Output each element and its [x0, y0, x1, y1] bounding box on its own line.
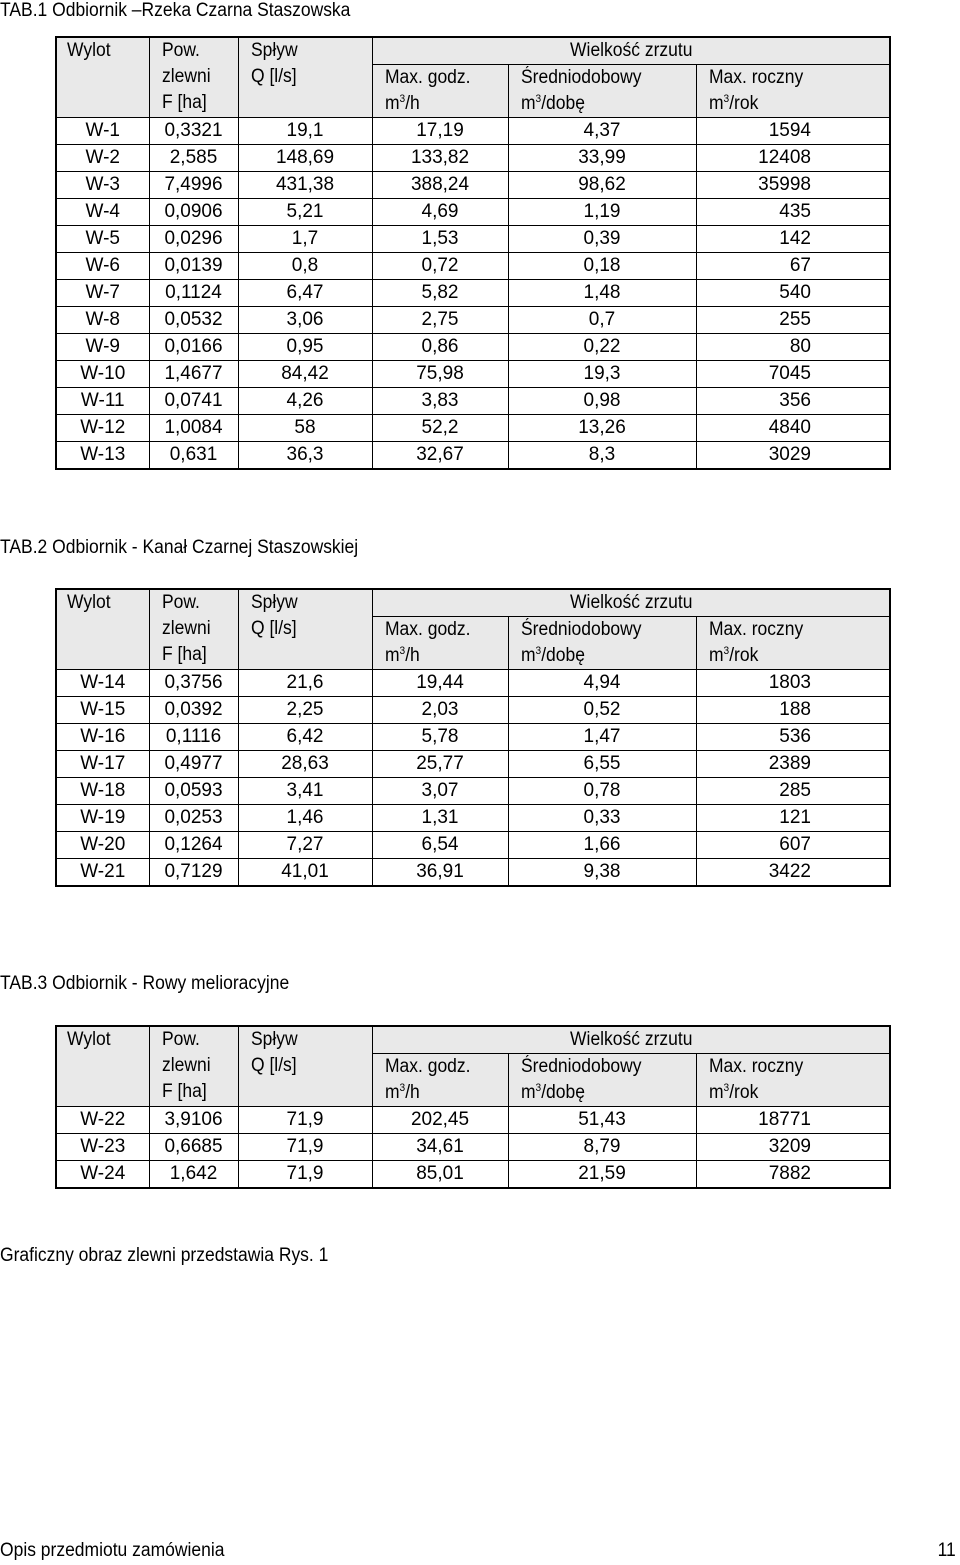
header-splyw	[238, 1026, 372, 1107]
cell-max-yearly: 35998	[696, 172, 890, 199]
cell-daily-avg: 0,22	[508, 334, 696, 361]
header-pow	[149, 37, 238, 118]
table-row	[56, 199, 890, 226]
cell-daily-avg: 1,47	[508, 724, 696, 751]
cell-max-hourly: 19,44	[372, 670, 508, 697]
cell-wylot: W-15	[56, 697, 149, 724]
figure-note: Graficzny obraz zlewni przedstawia Rys. 1	[0, 1245, 329, 1266]
cell-splyw: 84,42	[238, 361, 372, 388]
cell-max-hourly: 202,45	[372, 1107, 508, 1134]
header-pow-line: F [ha]	[161, 92, 207, 113]
unit-suffix: /h	[404, 645, 420, 666]
cell-splyw: 3,06	[238, 307, 372, 334]
cell-max-yearly: 12408	[696, 145, 890, 172]
cell-max-hourly: 1,53	[372, 226, 508, 253]
header-max-hourly-label: Max. godz.	[384, 67, 471, 88]
cell-pow: 0,0253	[149, 805, 238, 832]
header-max-yearly	[696, 1054, 890, 1107]
tab3-table	[55, 1025, 891, 1189]
tab2-caption: TAB.2 Odbiornik - Kanał Czarnej Staszowskiej	[0, 537, 359, 558]
cell-pow: 0,0166	[149, 334, 238, 361]
cell-wylot: W-3	[56, 172, 149, 199]
cell-wylot: W-13	[56, 442, 149, 470]
header-splyw-line: Q [l/s]	[250, 66, 297, 87]
header-wylot	[56, 37, 149, 118]
tab2-table	[55, 588, 891, 887]
unit-base: m	[520, 93, 536, 114]
header-wylot-label: Wylot	[67, 592, 111, 613]
cell-max-yearly: 80	[696, 334, 890, 361]
cell-max-yearly: 285	[696, 778, 890, 805]
cell-wylot: W-22	[56, 1107, 149, 1134]
unit-exponent: 3	[535, 93, 541, 105]
cell-pow: 0,6685	[149, 1134, 238, 1161]
table-row	[56, 307, 890, 334]
header-splyw	[238, 589, 372, 670]
cell-splyw: 71,9	[238, 1107, 372, 1134]
table-row	[56, 361, 890, 388]
header-pow-line: Pow.	[161, 1029, 200, 1050]
cell-daily-avg: 0,98	[508, 388, 696, 415]
header-row	[56, 1026, 890, 1054]
header-wylot	[56, 589, 149, 670]
cell-wylot: W-18	[56, 778, 149, 805]
table-row	[56, 415, 890, 442]
header-max-yearly	[696, 65, 890, 118]
table-row	[56, 280, 890, 307]
table-row	[56, 724, 890, 751]
cell-wylot: W-16	[56, 724, 149, 751]
unit-suffix: /dobę	[540, 93, 585, 114]
table-row	[56, 778, 890, 805]
cell-max-yearly: 7882	[696, 1161, 890, 1189]
cell-pow: 0,1124	[149, 280, 238, 307]
header-group-label: Wielkość zrzutu	[569, 1029, 692, 1050]
header-max-yearly-label: Max. roczny	[708, 1056, 803, 1077]
cell-max-yearly: 255	[696, 307, 890, 334]
cell-max-hourly: 388,24	[372, 172, 508, 199]
header-group	[372, 1026, 890, 1054]
cell-max-yearly: 3422	[696, 859, 890, 887]
cell-wylot: W-9	[56, 334, 149, 361]
header-group-label: Wielkość zrzutu	[569, 592, 692, 613]
cell-max-yearly: 121	[696, 805, 890, 832]
cell-max-yearly: 1594	[696, 118, 890, 145]
cell-daily-avg: 0,52	[508, 697, 696, 724]
cell-wylot: W-14	[56, 670, 149, 697]
header-daily-avg-label: Średniodobowy	[520, 619, 642, 640]
cell-wylot: W-24	[56, 1161, 149, 1189]
table-row	[56, 226, 890, 253]
cell-max-hourly: 3,07	[372, 778, 508, 805]
header-max-yearly-unit	[709, 91, 875, 117]
cell-daily-avg: 9,38	[508, 859, 696, 887]
unit-exponent: 3	[723, 1082, 729, 1094]
cell-pow: 1,4677	[149, 361, 238, 388]
header-max-hourly-unit	[385, 1080, 498, 1106]
unit-base: m	[708, 1082, 724, 1103]
cell-wylot: W-19	[56, 805, 149, 832]
cell-max-yearly: 540	[696, 280, 890, 307]
cell-splyw: 6,42	[238, 724, 372, 751]
cell-splyw: 36,3	[238, 442, 372, 470]
cell-daily-avg: 6,55	[508, 751, 696, 778]
header-wylot-label: Wylot	[67, 40, 111, 61]
unit-suffix: /rok	[728, 93, 758, 114]
cell-daily-avg: 0,18	[508, 253, 696, 280]
cell-daily-avg: 1,19	[508, 199, 696, 226]
page-number: 11	[937, 1540, 956, 1561]
cell-pow: 0,0593	[149, 778, 238, 805]
header-max-hourly	[372, 617, 508, 670]
table-row	[56, 1107, 890, 1134]
cell-splyw: 21,6	[238, 670, 372, 697]
cell-splyw: 58	[238, 415, 372, 442]
header-splyw	[238, 37, 372, 118]
cell-pow: 0,631	[149, 442, 238, 470]
unit-suffix: /dobę	[540, 1082, 585, 1103]
header-wylot	[56, 1026, 149, 1107]
cell-pow: 0,3321	[149, 118, 238, 145]
header-pow	[149, 1026, 238, 1107]
cell-max-hourly: 0,86	[372, 334, 508, 361]
cell-wylot: W-6	[56, 253, 149, 280]
unit-exponent: 3	[399, 93, 405, 105]
cell-max-hourly: 25,77	[372, 751, 508, 778]
header-pow-line: zlewni	[161, 1055, 211, 1076]
cell-daily-avg: 1,48	[508, 280, 696, 307]
cell-max-hourly: 2,03	[372, 697, 508, 724]
header-splyw-line: Q [l/s]	[250, 618, 297, 639]
cell-pow: 2,585	[149, 145, 238, 172]
cell-splyw: 1,7	[238, 226, 372, 253]
cell-pow: 0,1264	[149, 832, 238, 859]
header-max-yearly-unit	[709, 1080, 875, 1106]
cell-pow: 3,9106	[149, 1107, 238, 1134]
table-row	[56, 832, 890, 859]
unit-suffix: /dobę	[540, 645, 585, 666]
cell-wylot: W-10	[56, 361, 149, 388]
unit-suffix: /rok	[728, 1082, 758, 1103]
footer-title: Opis przedmiotu zamówienia	[0, 1540, 225, 1561]
unit-exponent: 3	[535, 645, 541, 657]
table-row	[56, 697, 890, 724]
tab3-caption: TAB.3 Odbiornik - Rowy melioracyjne	[0, 973, 290, 994]
table-row	[56, 859, 890, 887]
cell-pow: 1,642	[149, 1161, 238, 1189]
header-daily-avg-label: Średniodobowy	[520, 1056, 642, 1077]
header-pow-line: zlewni	[161, 66, 211, 87]
cell-wylot: W-7	[56, 280, 149, 307]
table-row	[56, 442, 890, 470]
unit-exponent: 3	[399, 1082, 405, 1094]
cell-wylot: W-4	[56, 199, 149, 226]
cell-daily-avg: 33,99	[508, 145, 696, 172]
header-row	[56, 589, 890, 617]
cell-pow: 7,4996	[149, 172, 238, 199]
cell-max-yearly: 607	[696, 832, 890, 859]
cell-splyw: 6,47	[238, 280, 372, 307]
cell-wylot: W-21	[56, 859, 149, 887]
header-splyw-line: Spływ	[250, 40, 298, 61]
cell-daily-avg: 0,78	[508, 778, 696, 805]
cell-daily-avg: 1,66	[508, 832, 696, 859]
cell-splyw: 28,63	[238, 751, 372, 778]
cell-max-yearly: 435	[696, 199, 890, 226]
tab1-caption: TAB.1 Odbiornik –Rzeka Czarna Staszowska	[0, 0, 351, 21]
cell-splyw: 71,9	[238, 1161, 372, 1189]
cell-wylot: W-1	[56, 118, 149, 145]
unit-base: m	[708, 93, 724, 114]
cell-daily-avg: 8,3	[508, 442, 696, 470]
cell-splyw: 3,41	[238, 778, 372, 805]
cell-wylot: W-8	[56, 307, 149, 334]
cell-daily-avg: 4,37	[508, 118, 696, 145]
header-pow-line: F [ha]	[161, 1081, 207, 1102]
header-max-hourly	[372, 1054, 508, 1107]
table-row	[56, 1161, 890, 1189]
cell-pow: 0,0906	[149, 199, 238, 226]
cell-pow: 0,0139	[149, 253, 238, 280]
cell-wylot: W-2	[56, 145, 149, 172]
cell-splyw: 41,01	[238, 859, 372, 887]
cell-daily-avg: 0,33	[508, 805, 696, 832]
header-group	[372, 589, 890, 617]
unit-exponent: 3	[723, 645, 729, 657]
header-max-yearly-unit	[709, 643, 875, 669]
header-daily-avg	[508, 65, 696, 118]
header-pow-line: zlewni	[161, 618, 211, 639]
cell-max-yearly: 18771	[696, 1107, 890, 1134]
cell-max-hourly: 17,19	[372, 118, 508, 145]
cell-wylot: W-12	[56, 415, 149, 442]
cell-max-yearly: 67	[696, 253, 890, 280]
header-group	[372, 37, 890, 65]
cell-pow: 0,0532	[149, 307, 238, 334]
cell-wylot: W-20	[56, 832, 149, 859]
header-row	[56, 37, 890, 65]
cell-max-yearly: 3029	[696, 442, 890, 470]
table-row	[56, 118, 890, 145]
table-row	[56, 388, 890, 415]
tab1-table	[55, 36, 891, 470]
cell-max-hourly: 3,83	[372, 388, 508, 415]
cell-splyw: 148,69	[238, 145, 372, 172]
cell-daily-avg: 21,59	[508, 1161, 696, 1189]
unit-base: m	[708, 645, 724, 666]
unit-base: m	[520, 1082, 536, 1103]
header-wylot-label: Wylot	[67, 1029, 111, 1050]
header-max-yearly-label: Max. roczny	[708, 67, 803, 88]
cell-daily-avg: 0,7	[508, 307, 696, 334]
cell-daily-avg: 8,79	[508, 1134, 696, 1161]
cell-max-hourly: 52,2	[372, 415, 508, 442]
cell-splyw: 19,1	[238, 118, 372, 145]
unit-exponent: 3	[399, 645, 405, 657]
cell-daily-avg: 51,43	[508, 1107, 696, 1134]
header-max-hourly	[372, 65, 508, 118]
header-splyw-line: Spływ	[250, 592, 298, 613]
cell-daily-avg: 4,94	[508, 670, 696, 697]
cell-daily-avg: 13,26	[508, 415, 696, 442]
table-row	[56, 805, 890, 832]
cell-max-hourly: 6,54	[372, 832, 508, 859]
cell-max-yearly: 2389	[696, 751, 890, 778]
unit-base: m	[384, 1082, 400, 1103]
cell-splyw: 4,26	[238, 388, 372, 415]
unit-base: m	[520, 645, 536, 666]
cell-max-hourly: 85,01	[372, 1161, 508, 1189]
table-row	[56, 1134, 890, 1161]
header-daily-avg	[508, 617, 696, 670]
cell-pow: 0,4977	[149, 751, 238, 778]
header-splyw-line: Q [l/s]	[250, 1055, 297, 1076]
cell-max-yearly: 4840	[696, 415, 890, 442]
header-max-yearly	[696, 617, 890, 670]
header-splyw-line: Spływ	[250, 1029, 298, 1050]
header-daily-avg-unit	[521, 1080, 682, 1106]
header-pow	[149, 589, 238, 670]
cell-splyw: 5,21	[238, 199, 372, 226]
cell-splyw: 431,38	[238, 172, 372, 199]
cell-splyw: 1,46	[238, 805, 372, 832]
cell-pow: 0,7129	[149, 859, 238, 887]
cell-daily-avg: 98,62	[508, 172, 696, 199]
cell-pow: 0,1116	[149, 724, 238, 751]
cell-pow: 1,0084	[149, 415, 238, 442]
unit-exponent: 3	[535, 1082, 541, 1094]
header-daily-avg-label: Średniodobowy	[520, 67, 642, 88]
cell-max-hourly: 32,67	[372, 442, 508, 470]
cell-max-yearly: 3209	[696, 1134, 890, 1161]
cell-daily-avg: 0,39	[508, 226, 696, 253]
cell-max-yearly: 142	[696, 226, 890, 253]
cell-max-hourly: 5,78	[372, 724, 508, 751]
cell-splyw: 7,27	[238, 832, 372, 859]
cell-max-hourly: 75,98	[372, 361, 508, 388]
cell-pow: 0,0741	[149, 388, 238, 415]
header-group-label: Wielkość zrzutu	[569, 40, 692, 61]
cell-wylot: W-11	[56, 388, 149, 415]
table-row	[56, 172, 890, 199]
cell-max-hourly: 4,69	[372, 199, 508, 226]
header-max-hourly-unit	[385, 91, 498, 117]
header-max-yearly-label: Max. roczny	[708, 619, 803, 640]
header-daily-avg-unit	[521, 643, 682, 669]
table-row	[56, 751, 890, 778]
header-daily-avg-unit	[521, 91, 682, 117]
table-row	[56, 145, 890, 172]
cell-wylot: W-23	[56, 1134, 149, 1161]
header-max-hourly-label: Max. godz.	[384, 1056, 471, 1077]
cell-max-yearly: 7045	[696, 361, 890, 388]
cell-wylot: W-5	[56, 226, 149, 253]
cell-max-hourly: 1,31	[372, 805, 508, 832]
table-row	[56, 670, 890, 697]
cell-max-hourly: 133,82	[372, 145, 508, 172]
cell-max-hourly: 34,61	[372, 1134, 508, 1161]
cell-pow: 0,0392	[149, 697, 238, 724]
unit-base: m	[384, 645, 400, 666]
header-max-hourly-label: Max. godz.	[384, 619, 471, 640]
cell-splyw: 2,25	[238, 697, 372, 724]
unit-suffix: /rok	[728, 645, 758, 666]
header-max-hourly-unit	[385, 643, 498, 669]
header-pow-line: Pow.	[161, 592, 200, 613]
cell-max-hourly: 5,82	[372, 280, 508, 307]
cell-max-yearly: 356	[696, 388, 890, 415]
header-pow-line: F [ha]	[161, 644, 207, 665]
unit-suffix: /h	[404, 1082, 420, 1103]
cell-splyw: 71,9	[238, 1134, 372, 1161]
cell-max-hourly: 0,72	[372, 253, 508, 280]
unit-suffix: /h	[404, 93, 420, 114]
cell-splyw: 0,95	[238, 334, 372, 361]
table-row	[56, 253, 890, 280]
cell-max-yearly: 1803	[696, 670, 890, 697]
cell-splyw: 0,8	[238, 253, 372, 280]
table-row	[56, 334, 890, 361]
header-daily-avg	[508, 1054, 696, 1107]
cell-daily-avg: 19,3	[508, 361, 696, 388]
cell-max-hourly: 36,91	[372, 859, 508, 887]
unit-base: m	[384, 93, 400, 114]
cell-pow: 0,0296	[149, 226, 238, 253]
cell-wylot: W-17	[56, 751, 149, 778]
cell-max-hourly: 2,75	[372, 307, 508, 334]
cell-max-yearly: 188	[696, 697, 890, 724]
cell-max-yearly: 536	[696, 724, 890, 751]
cell-pow: 0,3756	[149, 670, 238, 697]
unit-exponent: 3	[723, 93, 729, 105]
header-pow-line: Pow.	[161, 40, 200, 61]
